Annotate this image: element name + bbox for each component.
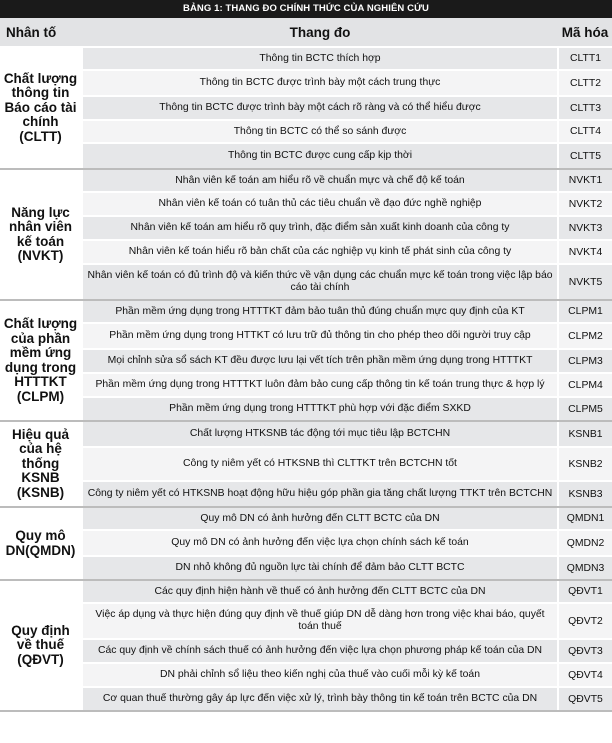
table-row [0, 603, 612, 639]
factor-cell: Chất lượng thông tin Báo cáo tài chính (CLTT) [0, 47, 82, 169]
table-row [0, 216, 612, 240]
scale-item-cell: Phần mềm ứng dụng trong HTTTKT luôn đảm bảo cung cấp thông tin kế toán trung thực & hợp lý [82, 373, 558, 397]
factor-cell: Quy mô DN(QMDN) [0, 507, 82, 580]
scale-item-cell: Thông tin BCTC được trình bày một cách trung thực [82, 70, 558, 96]
table-row [0, 397, 612, 421]
code-cell: CLTT4 [558, 120, 612, 143]
table-row [0, 530, 612, 556]
code-cell: QĐVT2 [558, 603, 612, 639]
scale-item-cell: Phần mềm ứng dụng trong HTTTKT phù hợp với đặc điểm SXKD [82, 397, 558, 421]
factor-cell: Chất lượng của phần mềm ứng dụng trong HTTTKT (CLPM) [0, 300, 82, 421]
scale-item-cell: DN nhỏ không đủ nguồn lực tài chính để đảm bảo CLTT BCTC [82, 556, 558, 580]
code-cell: NVKT2 [558, 192, 612, 216]
code-cell: CLPM1 [558, 300, 612, 323]
table-row [0, 349, 612, 373]
scale-item-cell: Công ty niêm yết có HTKSNB thì CLTTKT trên BCTCHN tốt [82, 447, 558, 481]
table-row [0, 556, 612, 580]
scale-item-cell: Mọi chỉnh sửa sổ sách KT đều được lưu lại vết tích trên phần mềm ứng dụng trong HTTTKT [82, 349, 558, 373]
factor-cell: Năng lực nhân viên kế toán (NVKT) [0, 169, 82, 300]
code-cell: QĐVT5 [558, 687, 612, 711]
code-cell: CLPM3 [558, 349, 612, 373]
code-cell: NVKT5 [558, 264, 612, 300]
header-row [0, 18, 612, 47]
scale-item-cell: Quy mô DN có ảnh hưởng đến việc lựa chọn chính sách kế toán [82, 530, 558, 556]
table-row [0, 300, 612, 323]
code-cell: CLTT1 [558, 47, 612, 70]
code-cell: QĐVT1 [558, 580, 612, 603]
table-body [0, 47, 612, 711]
scale-item-cell: Nhân viên kế toán am hiểu rõ quy trình, đặc điểm sản xuất kinh doanh của công ty [82, 216, 558, 240]
table-row [0, 373, 612, 397]
code-cell: CLTT5 [558, 143, 612, 169]
code-cell: KSNB2 [558, 447, 612, 481]
scale-item-cell: Quy mô DN có ảnh hưởng đến CLTT BCTC của DN [82, 507, 558, 530]
code-cell: NVKT1 [558, 169, 612, 192]
table-row [0, 70, 612, 96]
scale-item-cell: Cơ quan thuế thường gây áp lực đến việc xử lý, trình bày thông tin kế toán trên BCTC của DN [82, 687, 558, 711]
table-row [0, 169, 612, 192]
code-cell: QĐVT3 [558, 639, 612, 663]
code-cell: CLPM2 [558, 323, 612, 349]
scale-item-cell: Thông tin BCTC có thể so sánh được [82, 120, 558, 143]
code-cell: NVKT3 [558, 216, 612, 240]
scale-item-cell: Nhân viên kế toán có tuân thủ các tiêu chuẩn về đạo đức nghề nghiệp [82, 192, 558, 216]
factor-cell: Quy định về thuế (QĐVT) [0, 580, 82, 711]
factor-cell: Hiệu quả của hệ thống KSNB (KSNB) [0, 421, 82, 507]
table-row [0, 663, 612, 687]
scale-item-cell: Phần mềm ứng dụng trong HTTKT có lưu trữ đủ thông tin cho phép theo dõi người truy cập [82, 323, 558, 349]
code-cell: NVKT4 [558, 240, 612, 264]
scale-item-cell: Việc áp dụng và thực hiện đúng quy định về thuế giúp DN dễ dàng hơn trong việc khai báo, quyết toán thuế [82, 603, 558, 639]
table-row [0, 264, 612, 300]
code-cell: QMDN3 [558, 556, 612, 580]
scale-item-cell: Nhân viên kế toán có đủ trình độ và kiến thức về vận dụng các chuẩn mực kế toán trong việc lập báo cáo tài chính [82, 264, 558, 300]
table-row [0, 323, 612, 349]
scale-table [0, 18, 612, 712]
code-cell: KSNB3 [558, 481, 612, 507]
table-row [0, 639, 612, 663]
table-row [0, 507, 612, 530]
table-row [0, 240, 612, 264]
table-row [0, 192, 612, 216]
code-cell: CLTT3 [558, 96, 612, 120]
code-cell: QMDN1 [558, 507, 612, 530]
scale-item-cell: Phần mềm ứng dụng trong HTTTKT đảm bảo tuân thủ đúng chuẩn mực quy định của KT [82, 300, 558, 323]
table-row [0, 143, 612, 169]
table-row [0, 96, 612, 120]
table-row [0, 447, 612, 481]
scale-item-cell: DN phải chỉnh sổ liệu theo kiến nghị của thuế vào cuối mỗi kỳ kế toán [82, 663, 558, 687]
scale-item-cell: Các quy định về chính sách thuế có ảnh hưởng đến việc lựa chọn phương pháp kế toán của DN [82, 639, 558, 663]
table-row [0, 120, 612, 143]
code-cell: KSNB1 [558, 421, 612, 447]
table-row [0, 580, 612, 603]
table-row [0, 481, 612, 507]
code-cell: CLPM4 [558, 373, 612, 397]
code-cell: CLTT2 [558, 70, 612, 96]
header-scale: Thang đo [82, 18, 558, 47]
table-row [0, 47, 612, 70]
table-row [0, 421, 612, 447]
table-row [0, 687, 612, 711]
scale-item-cell: Công ty niêm yết có HTKSNB hoạt động hữu hiệu góp phần gia tăng chất lượng TTKT trên BCTCHN [82, 481, 558, 507]
scale-item-cell: Thông tin BCTC được trình bày một cách rõ ràng và có thể hiểu được [82, 96, 558, 120]
code-cell: CLPM5 [558, 397, 612, 421]
scale-item-cell: Thông tin BCTC được cung cấp kịp thời [82, 143, 558, 169]
header-factor: Nhân tố [0, 18, 82, 47]
scale-item-cell: Nhân viên kế toán am hiểu rõ về chuẩn mực và chế độ kế toán [82, 169, 558, 192]
header-code: Mã hóa [558, 18, 612, 47]
scale-item-cell: Nhân viên kế toán hiểu rõ bản chất của các nghiệp vụ kinh tế phát sinh của công ty [82, 240, 558, 264]
scale-item-cell: Chất lượng HTKSNB tác động tới mục tiêu lập BCTCHN [82, 421, 558, 447]
scale-item-cell: Thông tin BCTC thích hợp [82, 47, 558, 70]
table-title: BẢNG 1: THANG ĐO CHÍNH THỨC CỦA NGHIÊN CỨU [0, 0, 612, 18]
scale-item-cell: Các quy định hiện hành về thuế có ảnh hưởng đến CLTT BCTC của DN [82, 580, 558, 603]
code-cell: QMDN2 [558, 530, 612, 556]
code-cell: QĐVT4 [558, 663, 612, 687]
